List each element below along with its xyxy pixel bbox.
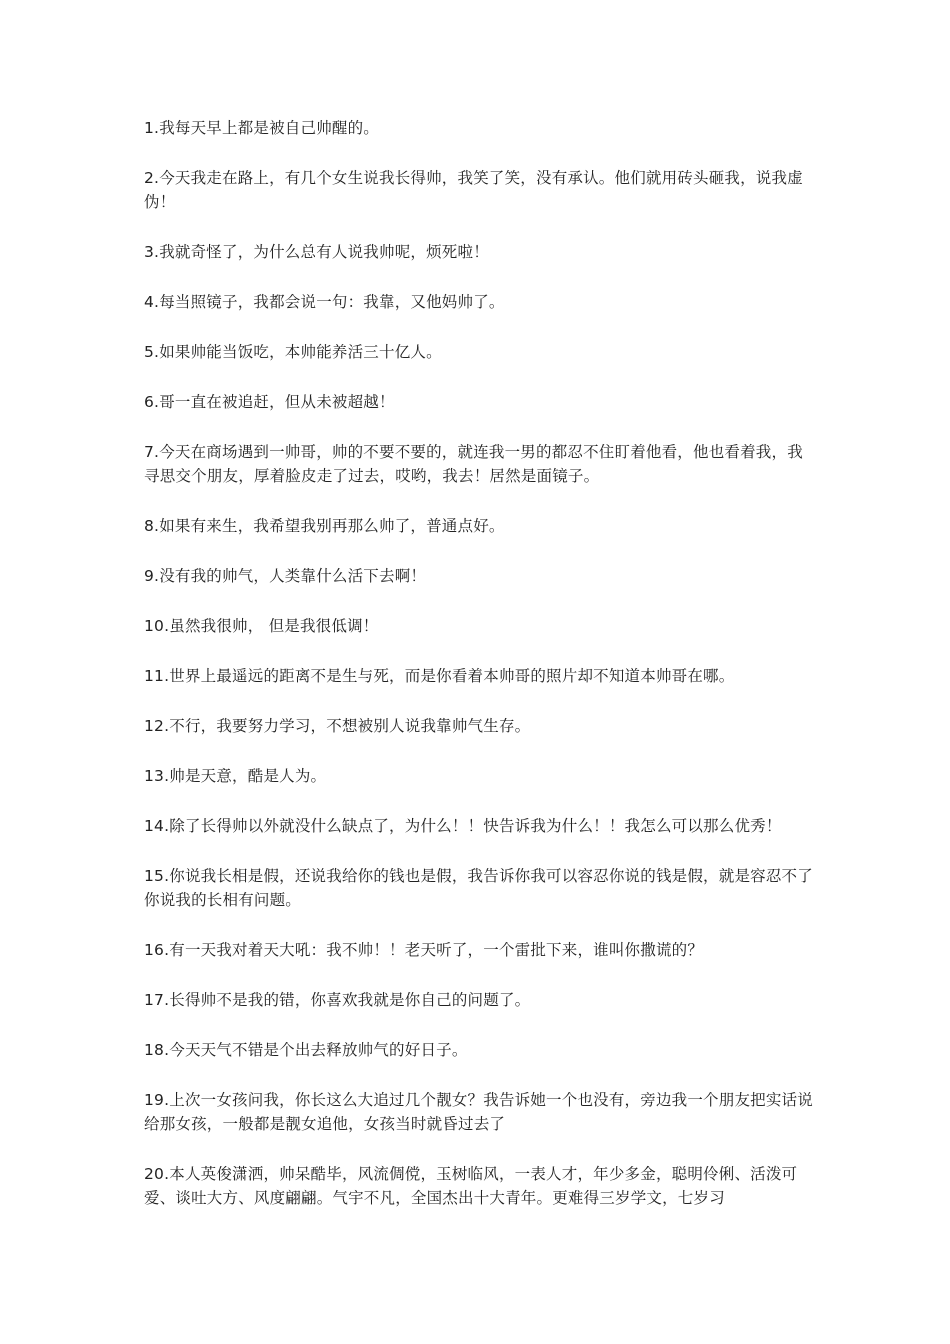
paragraph-10: 10.虽然我很帅， 但是我很低调！ [144, 617, 379, 635]
paragraph-8: 8.如果有来生，我希望我别再那么帅了，普通点好。 [144, 517, 505, 535]
paragraph-3: 3.我就奇怪了，为什么总有人说我帅呢，烦死啦！ [144, 243, 489, 261]
paragraph-11: 11.世界上最遥远的距离不是生与死，而是你看着本帅哥的照片却不知道本帅哥在哪。 [144, 667, 735, 685]
paragraph-9: 9.没有我的帅气，人类靠什么活下去啊！ [144, 567, 427, 585]
paragraph-18: 18.今天天气不错是个出去释放帅气的好日子。 [144, 1041, 468, 1059]
paragraph-2: 2.今天我走在路上，有几个女生说我长得帅，我笑了笑，没有承认。他们就用砖头砸我，说我虚伪！ [144, 169, 803, 211]
paragraph-5: 5.如果帅能当饭吃，本帅能养活三十亿人。 [144, 343, 442, 361]
paragraph-16: 16.有一天我对着天大吼：我不帅！！老天听了，一个雷批下来，谁叫你撒谎的？ [144, 941, 704, 959]
paragraph-6: 6.哥一直在被追赶，但从未被超越！ [144, 393, 395, 411]
paragraph-1: 1.我每天早上都是被自己帅醒的。 [144, 119, 379, 137]
paragraph-14: 14.除了长得帅以外就没什么缺点了，为什么！！快告诉我为什么！！我怎么可以那么优秀！ [144, 817, 782, 835]
paragraph-15: 15.你说我长相是假，还说我给你的钱也是假，我告诉你我可以容忍你说的钱是假，就是容忍不了你说我的长相有问题。 [144, 867, 813, 909]
paragraph-7: 7.今天在商场遇到一帅哥，帅的不要不要的，就连我一男的都忍不住盯着他看，他也看着我，我寻思交个朋友，厚着脸皮走了过去，哎哟，我去！居然是面镜子。 [144, 443, 803, 485]
paragraph-19: 19.上次一女孩问我，你长这么大追过几个靓女？我告诉她一个也没有，旁边我一个朋友把实话说给那女孩，一般都是靓女追他，女孩当时就昏过去了 [144, 1091, 813, 1133]
paragraph-4: 4.每当照镜子，我都会说一句：我靠，又他妈帅了。 [144, 293, 505, 311]
paragraph-13: 13.帅是天意，酷是人为。 [144, 767, 327, 785]
document-body [144, 116, 816, 1236]
paragraph-12: 12.不行，我要努力学习，不想被别人说我靠帅气生存。 [144, 717, 531, 735]
paragraph-20: 20.本人英俊潇洒，帅呆酷毕，风流倜傥，玉树临风，一表人才，年少多金，聪明伶俐、活泼可爱、谈吐大方、风度翩翩。气宇不凡，全国杰出十大青年。更难得三岁学文，七岁习 [144, 1165, 798, 1207]
paragraph-17: 17.长得帅不是我的错，你喜欢我就是你自己的问题了。 [144, 991, 531, 1009]
